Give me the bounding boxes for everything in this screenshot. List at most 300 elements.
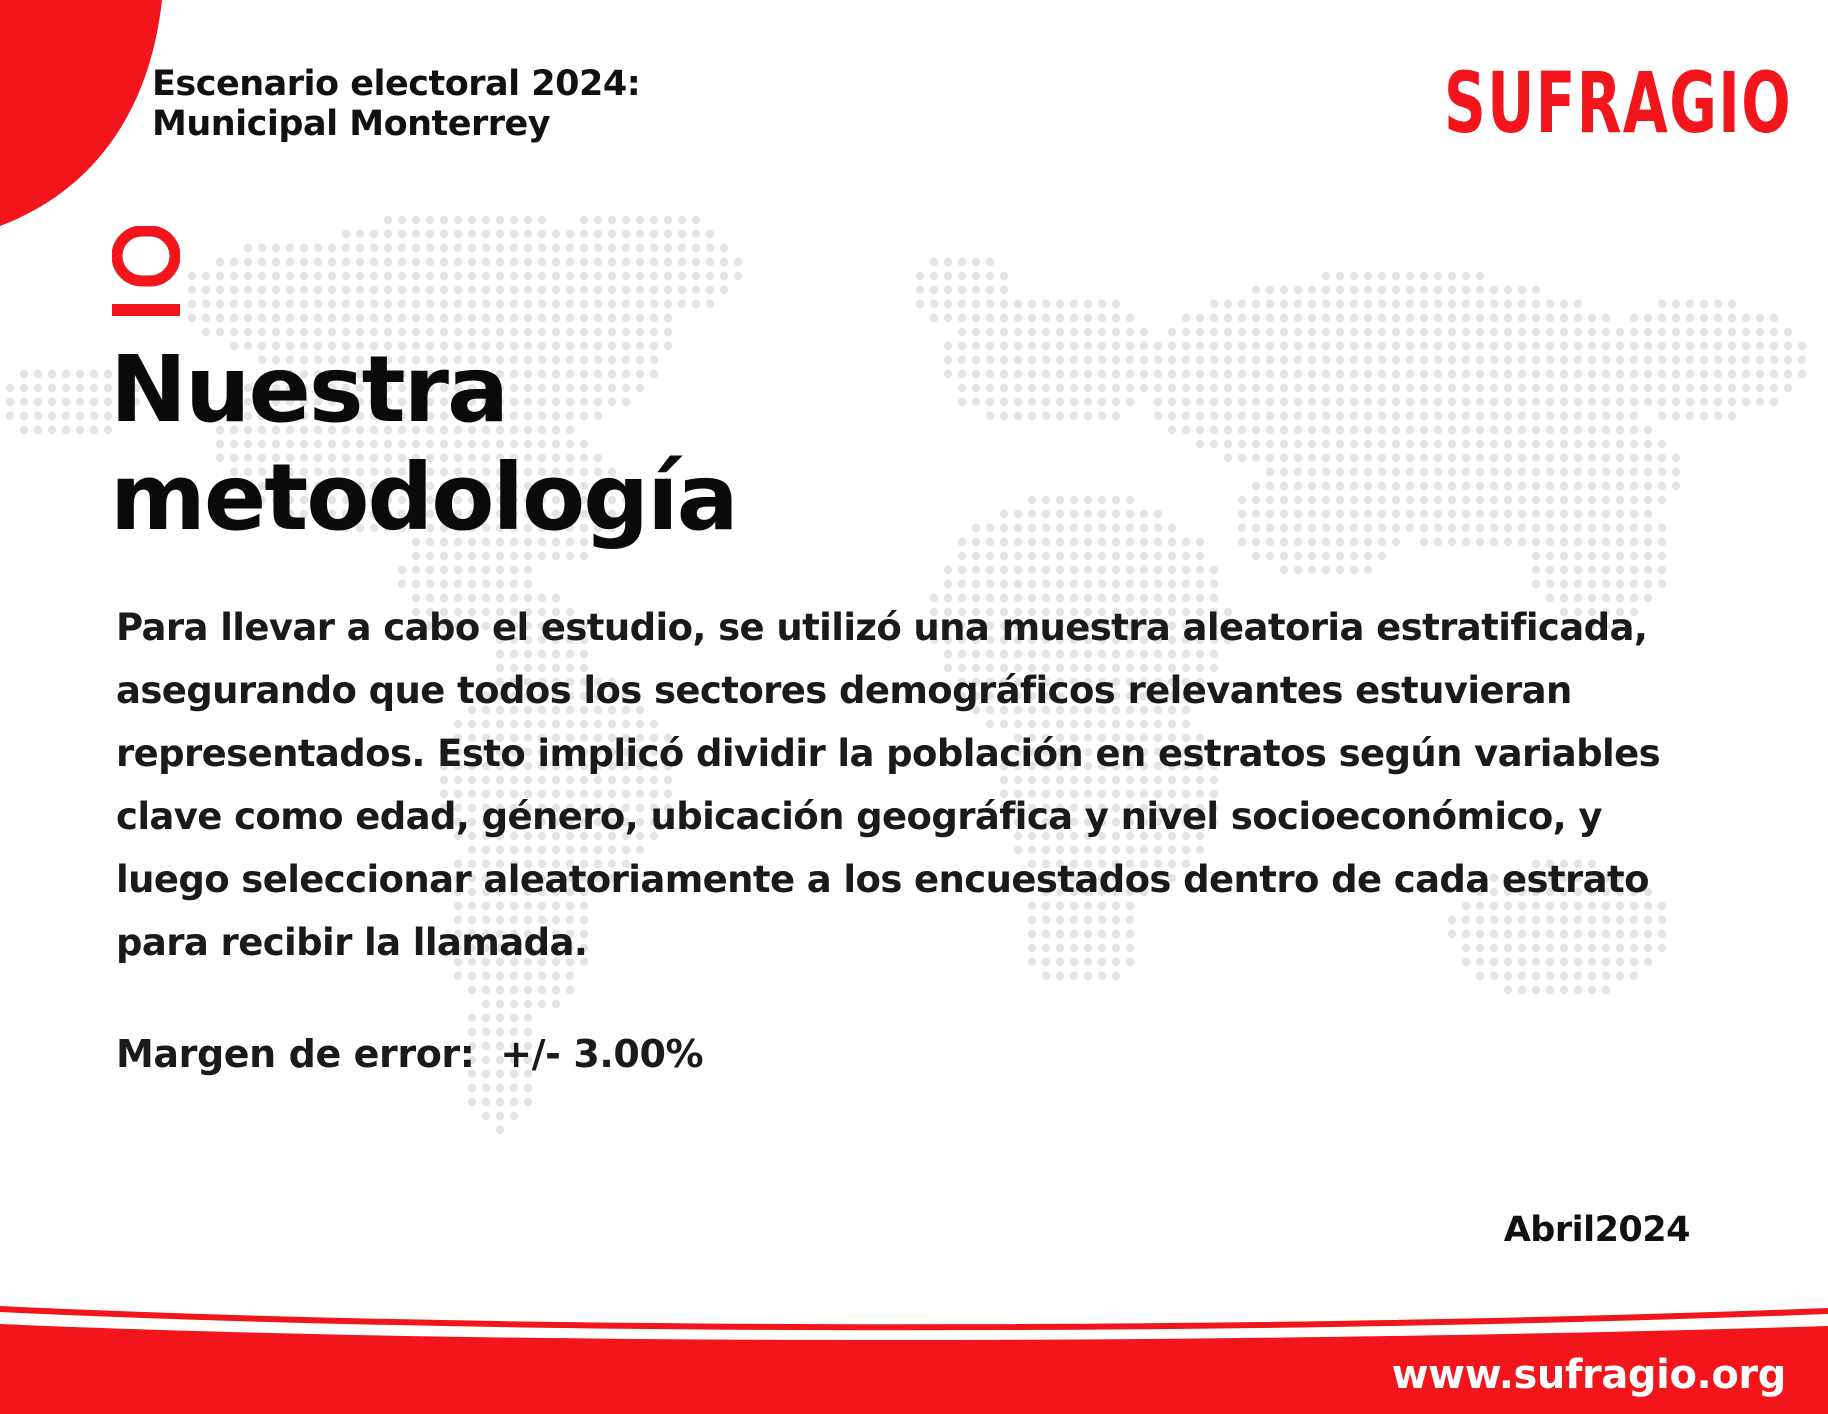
map-dot (1168, 342, 1176, 350)
map-dot (454, 272, 462, 280)
map-dot (1294, 440, 1302, 448)
map-dot (958, 342, 966, 350)
map-dot (34, 426, 42, 434)
map-dot (76, 370, 84, 378)
map-dot (1168, 580, 1176, 588)
map-dot (580, 216, 588, 224)
map-dot (1630, 468, 1638, 476)
map-dot (1294, 524, 1302, 532)
map-dot (1322, 454, 1330, 462)
map-dot (1616, 454, 1624, 462)
map-dot (720, 286, 728, 294)
map-dot (412, 258, 420, 266)
map-dot (958, 384, 966, 392)
paragraph-line: clave como edad, género, ubicación geográfica y nivel socioeconómico, y (116, 795, 1602, 838)
map-dot (622, 230, 630, 238)
map-dot (1700, 328, 1708, 336)
map-dot (384, 300, 392, 308)
map-dot (720, 258, 728, 266)
map-dot (1154, 412, 1162, 420)
map-dot (566, 230, 574, 238)
map-dot (1602, 496, 1610, 504)
map-dot (1476, 328, 1484, 336)
map-dot (1196, 426, 1204, 434)
map-dot (1448, 426, 1456, 434)
map-dot (1560, 986, 1568, 994)
map-dot (1728, 300, 1736, 308)
map-dot (734, 272, 742, 280)
map-dot (1182, 328, 1190, 336)
map-dot (1630, 328, 1638, 336)
map-dot (1112, 328, 1120, 336)
map-dot (1084, 524, 1092, 532)
map-dot (1504, 496, 1512, 504)
map-dot (1742, 384, 1750, 392)
map-dot (1252, 286, 1260, 294)
map-dot (930, 314, 938, 322)
map-dot (1490, 384, 1498, 392)
map-dot (1588, 566, 1596, 574)
map-dot (1574, 510, 1582, 518)
map-dot (1700, 356, 1708, 364)
map-dot (1546, 566, 1554, 574)
map-dot (1490, 510, 1498, 518)
map-dot (482, 552, 490, 560)
map-dot (454, 258, 462, 266)
map-dot (524, 566, 532, 574)
map-dot (1014, 566, 1022, 574)
map-dot (440, 258, 448, 266)
map-dot (1490, 468, 1498, 476)
map-dot (300, 258, 308, 266)
map-dot (1644, 426, 1652, 434)
map-dot (1742, 398, 1750, 406)
map-dot (986, 356, 994, 364)
map-dot (216, 328, 224, 336)
map-dot (1714, 398, 1722, 406)
map-dot (1336, 300, 1344, 308)
map-dot (958, 314, 966, 322)
map-dot (426, 272, 434, 280)
map-dot (664, 244, 672, 252)
map-dot (650, 272, 658, 280)
map-dot (1224, 314, 1232, 322)
map-dot (1336, 342, 1344, 350)
map-dot (1350, 342, 1358, 350)
map-dot (1112, 566, 1120, 574)
map-dot (1672, 370, 1680, 378)
map-dot (1056, 328, 1064, 336)
map-dot (1000, 370, 1008, 378)
map-dot (328, 286, 336, 294)
map-dot (1322, 398, 1330, 406)
map-dot (1504, 440, 1512, 448)
map-dot (1574, 412, 1582, 420)
map-dot (286, 300, 294, 308)
map-dot (1714, 314, 1722, 322)
map-dot (314, 286, 322, 294)
map-dot (482, 328, 490, 336)
map-dot (1126, 566, 1134, 574)
map-dot (1574, 314, 1582, 322)
map-dot (1364, 342, 1372, 350)
map-dot (1000, 314, 1008, 322)
map-dot (188, 314, 196, 322)
map-dot (1490, 538, 1498, 546)
map-dot (1056, 412, 1064, 420)
map-dot (1042, 566, 1050, 574)
map-dot (986, 566, 994, 574)
map-dot (1322, 538, 1330, 546)
map-dot (1070, 580, 1078, 588)
map-dot (1560, 468, 1568, 476)
map-dot (1588, 510, 1596, 518)
map-dot (566, 244, 574, 252)
map-dot (1574, 398, 1582, 406)
title-line-1: Nuestra (110, 336, 508, 443)
map-dot (342, 286, 350, 294)
map-dot (90, 412, 98, 420)
map-dot (1252, 454, 1260, 462)
map-dot (1560, 552, 1568, 560)
map-dot (1140, 510, 1148, 518)
map-dot (440, 580, 448, 588)
map-dot (1000, 510, 1008, 518)
map-dot (1392, 328, 1400, 336)
map-dot (286, 286, 294, 294)
map-dot (1434, 524, 1442, 532)
map-dot (1602, 538, 1610, 546)
map-dot (468, 986, 476, 994)
map-dot (552, 258, 560, 266)
map-dot (1448, 468, 1456, 476)
map-dot (1546, 454, 1554, 462)
map-dot (1406, 398, 1414, 406)
map-dot (1574, 426, 1582, 434)
map-dot (1014, 538, 1022, 546)
map-dot (1140, 524, 1148, 532)
map-dot (958, 552, 966, 560)
map-dot (1294, 468, 1302, 476)
map-dot (566, 272, 574, 280)
map-dot (1392, 454, 1400, 462)
map-dot (48, 412, 56, 420)
map-dot (1686, 384, 1694, 392)
map-dot (454, 566, 462, 574)
map-dot (468, 272, 476, 280)
margin-of-error: Margen de error: +/- 3.00% (116, 1032, 704, 1076)
map-dot (1476, 440, 1484, 448)
map-dot (1280, 300, 1288, 308)
map-dot (1280, 412, 1288, 420)
header-line-2: Municipal Monterrey (152, 104, 551, 144)
map-dot (1028, 412, 1036, 420)
map-dot (1714, 412, 1722, 420)
map-dot (1504, 482, 1512, 490)
map-dot (1588, 524, 1596, 532)
map-dot (1294, 370, 1302, 378)
map-dot (706, 230, 714, 238)
map-dot (1504, 468, 1512, 476)
map-dot (1084, 398, 1092, 406)
map-dot (1042, 552, 1050, 560)
map-dot (1644, 342, 1652, 350)
map-dot (986, 328, 994, 336)
map-dot (1056, 398, 1064, 406)
map-dot (1532, 580, 1540, 588)
map-dot (1294, 300, 1302, 308)
map-dot (1028, 538, 1036, 546)
map-dot (958, 272, 966, 280)
map-dot (1644, 510, 1652, 518)
map-dot (412, 314, 420, 322)
map-dot (496, 566, 504, 574)
map-dot (342, 244, 350, 252)
map-dot (272, 244, 280, 252)
map-dot (34, 398, 42, 406)
map-dot (468, 230, 476, 238)
map-dot (1308, 524, 1316, 532)
map-dot (986, 580, 994, 588)
map-dot (1714, 328, 1722, 336)
map-dot (1308, 356, 1316, 364)
map-dot (1518, 412, 1526, 420)
map-dot (1280, 524, 1288, 532)
map-dot (1126, 552, 1134, 560)
map-dot (1462, 370, 1470, 378)
map-dot (1350, 524, 1358, 532)
map-dot (1210, 342, 1218, 350)
map-dot (426, 314, 434, 322)
map-dot (1434, 482, 1442, 490)
map-dot (1196, 412, 1204, 420)
page-title (110, 336, 737, 552)
map-dot (1602, 356, 1610, 364)
map-dot (1658, 412, 1666, 420)
map-dot (1756, 384, 1764, 392)
map-dot (1588, 552, 1596, 560)
map-dot (510, 216, 518, 224)
map-dot (930, 258, 938, 266)
map-dot (524, 1000, 532, 1008)
map-dot (1420, 510, 1428, 518)
map-dot (1000, 286, 1008, 294)
map-dot (1042, 580, 1050, 588)
map-dot (1616, 482, 1624, 490)
map-dot (1056, 510, 1064, 518)
map-dot (1350, 566, 1358, 574)
map-dot (1728, 314, 1736, 322)
map-dot (1252, 426, 1260, 434)
map-dot (1112, 342, 1120, 350)
map-dot (440, 286, 448, 294)
map-dot (1294, 566, 1302, 574)
map-dot (1476, 342, 1484, 350)
map-dot (1266, 552, 1274, 560)
map-dot (538, 328, 546, 336)
map-dot (1168, 524, 1176, 532)
map-dot (1196, 440, 1204, 448)
map-dot (1196, 342, 1204, 350)
map-dot (1532, 510, 1540, 518)
map-dot (1392, 398, 1400, 406)
map-dot (1546, 342, 1554, 350)
map-dot (1462, 412, 1470, 420)
map-dot (1266, 482, 1274, 490)
map-dot (608, 216, 616, 224)
map-dot (552, 314, 560, 322)
map-dot (230, 314, 238, 322)
map-dot (1406, 524, 1414, 532)
map-dot (76, 398, 84, 406)
map-dot (1336, 566, 1344, 574)
map-dot (1098, 510, 1106, 518)
map-dot (1252, 384, 1260, 392)
map-dot (1014, 314, 1022, 322)
map-dot (6, 412, 14, 420)
map-dot (1658, 566, 1666, 574)
map-dot (580, 272, 588, 280)
map-dot (1434, 314, 1442, 322)
map-dot (1476, 524, 1484, 532)
map-dot (1154, 370, 1162, 378)
map-dot (972, 286, 980, 294)
map-dot (524, 1084, 532, 1092)
map-dot (510, 986, 518, 994)
map-dot (1462, 510, 1470, 518)
map-dot (1140, 566, 1148, 574)
map-dot (706, 272, 714, 280)
map-dot (20, 384, 28, 392)
map-dot (1434, 272, 1442, 280)
map-dot (1490, 398, 1498, 406)
paragraph-line: asegurando que todos los sectores demográficos relevantes estuvieran (116, 669, 1572, 712)
map-dot (286, 328, 294, 336)
map-dot (1658, 580, 1666, 588)
map-dot (1014, 328, 1022, 336)
map-dot (1448, 524, 1456, 532)
map-dot (1630, 398, 1638, 406)
website-link[interactable]: www.sufragio.org (1391, 1352, 1786, 1398)
map-dot (1182, 314, 1190, 322)
map-dot (20, 370, 28, 378)
map-dot (1014, 412, 1022, 420)
map-dot (1322, 566, 1330, 574)
map-dot (1392, 356, 1400, 364)
map-dot (440, 552, 448, 560)
map-dot (692, 230, 700, 238)
map-dot (1126, 384, 1134, 392)
map-dot (622, 272, 630, 280)
map-dot (1574, 538, 1582, 546)
map-dot (1056, 370, 1064, 378)
map-dot (328, 272, 336, 280)
map-dot (1406, 454, 1414, 462)
map-dot (1126, 370, 1134, 378)
map-dot (1196, 370, 1204, 378)
map-dot (1378, 398, 1386, 406)
map-dot (1630, 524, 1638, 532)
map-dot (1350, 482, 1358, 490)
map-dot (1672, 398, 1680, 406)
map-dot (1658, 538, 1666, 546)
map-dot (412, 580, 420, 588)
map-dot (496, 552, 504, 560)
map-dot (1574, 986, 1582, 994)
map-dot (1616, 440, 1624, 448)
map-dot (1420, 454, 1428, 462)
map-dot (1350, 510, 1358, 518)
map-dot (1644, 440, 1652, 448)
map-dot (1476, 538, 1484, 546)
map-dot (1322, 328, 1330, 336)
map-dot (678, 286, 686, 294)
map-dot (496, 986, 504, 994)
map-dot (1238, 538, 1246, 546)
map-dot (1644, 328, 1652, 336)
map-dot (1546, 538, 1554, 546)
map-dot (1294, 412, 1302, 420)
map-dot (1420, 398, 1428, 406)
map-dot (524, 230, 532, 238)
header-line-1: Escenario electoral 2024: (152, 64, 641, 104)
map-dot (482, 1084, 490, 1092)
map-dot (1364, 314, 1372, 322)
map-dot (1448, 412, 1456, 420)
map-dot (384, 244, 392, 252)
map-dot (1168, 412, 1176, 420)
map-dot (1294, 398, 1302, 406)
map-dot (328, 244, 336, 252)
map-dot (1406, 370, 1414, 378)
map-dot (1084, 328, 1092, 336)
map-dot (1336, 440, 1344, 448)
map-dot (1630, 454, 1638, 462)
map-dot (1658, 552, 1666, 560)
map-dot (622, 216, 630, 224)
map-dot (1420, 384, 1428, 392)
map-dot (566, 986, 574, 994)
map-dot (482, 566, 490, 574)
map-dot (76, 412, 84, 420)
map-dot (944, 300, 952, 308)
map-dot (1630, 566, 1638, 574)
map-dot (510, 566, 518, 574)
map-dot (1434, 398, 1442, 406)
map-dot (1056, 384, 1064, 392)
map-dot (1238, 328, 1246, 336)
map-dot (916, 272, 924, 280)
map-dot (1322, 356, 1330, 364)
map-dot (1616, 468, 1624, 476)
map-dot (1406, 426, 1414, 434)
map-dot (1798, 342, 1806, 350)
map-dot (1588, 440, 1596, 448)
map-dot (1280, 468, 1288, 476)
map-dot (1238, 314, 1246, 322)
map-dot (1490, 300, 1498, 308)
map-dot (594, 216, 602, 224)
map-dot (1546, 426, 1554, 434)
map-dot (1434, 538, 1442, 546)
map-dot (216, 272, 224, 280)
map-dot (972, 258, 980, 266)
map-dot (1462, 328, 1470, 336)
map-dot (1644, 454, 1652, 462)
map-dot (1322, 426, 1330, 434)
map-dot (314, 328, 322, 336)
map-dot (1504, 524, 1512, 532)
